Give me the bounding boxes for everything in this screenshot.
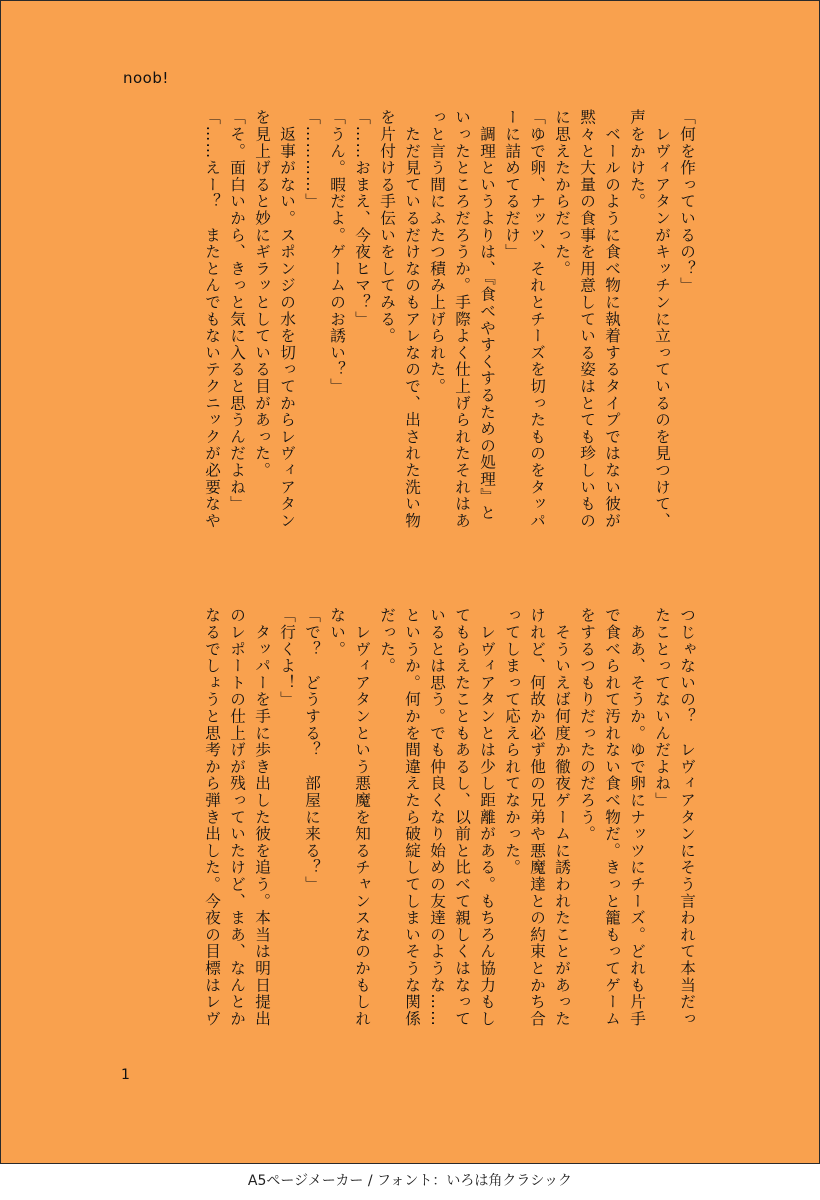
text-line: なるでしょうと思考から弾き出した。今夜の目標はレヴ — [203, 607, 221, 1027]
upper-text-column — [119, 109, 699, 561]
text-line: ない。 — [328, 607, 346, 658]
text-line: だった。 — [378, 607, 396, 675]
text-line: を見上げると妙にギラッとしている目があった。 — [253, 109, 271, 479]
text-line: 「…………」 — [303, 109, 321, 210]
text-line: 「うん。暇だよ。ゲームのお誘い？」 — [328, 109, 346, 395]
page-number: 1 — [121, 1067, 130, 1083]
text-line: 「……おまえ、今夜ヒマ？」 — [353, 109, 371, 328]
text-line: ってしまって応えられてなかった。 — [503, 607, 521, 876]
text-line: レヴィアタンとは少し距離がある。もちろん協力もし — [478, 607, 496, 1027]
text-line: 「何を作っているの？」 — [678, 109, 696, 294]
text-line: をするつもりだったのだろう。 — [578, 607, 596, 843]
text-line: のレポートの仕上げが残っていたけど、まあ、なんとか — [228, 607, 246, 1027]
text-line: ベールのように食べ物に執着するタイプではない彼が — [603, 109, 621, 529]
text-line: てもらえたこともあるし、以前と比べて親しくはなって — [453, 607, 471, 1027]
text-line: を片付ける手伝いをしてみる。 — [378, 109, 396, 345]
text-line: で食べられて汚れない食べ物だ。きっと籠もってゲーム — [603, 607, 621, 1027]
text-line: レヴィアタンがキッチンに立っているのを見つけて、 — [653, 109, 671, 529]
text-line: けれど、何故か必ず他の兄弟や悪魔達との約束とかち合 — [528, 607, 546, 1027]
text-line: 声をかけた。 — [628, 109, 646, 210]
text-line: たことってないんだよね」 — [653, 607, 671, 809]
lower-text-column — [119, 607, 699, 1057]
text-line: いるとは思う。でも仲良くなり始めの友達のような…… — [428, 607, 446, 1027]
text-line: レヴィアタンという悪魔を知るチャンスなのかもしれ — [353, 607, 371, 1027]
text-line: っと言う間にふたつ積み上げられた。 — [428, 109, 446, 395]
text-line: というか。何かを間違えたら破綻してしまいそうな関係 — [403, 607, 421, 1027]
text-line: 「そ。面白いから、きっと気に入ると思うんだよね」 — [228, 109, 246, 513]
text-line: 「行くよ！」 — [278, 607, 296, 708]
text-line: 「で？ どうする？ 部屋に来る？」 — [303, 607, 321, 893]
header-label: noob! — [123, 69, 169, 87]
text-line: 返事がない。スポンジの水を切ってからレヴィアタン — [278, 109, 296, 529]
text-line: ーに詰めてるだけ」 — [503, 109, 521, 261]
text-line: いったところだろうか。手際よく仕上げられたそれはあ — [453, 109, 471, 529]
text-line: 黙々と大量の食事を用意している姿はとても珍しいもの — [578, 109, 596, 529]
text-line: そういえば何度か徹夜ゲームに誘われたことがあった — [553, 607, 571, 1027]
text-line: 調理というよりは、『食べやすくするための処理』と — [478, 109, 496, 522]
text-line: ただ見ているだけなのもアレなので、出された洗い物 — [403, 109, 421, 529]
text-line: 「ゆで卵、ナッツ、それとチーズを切ったものをタッパ — [528, 109, 546, 529]
text-line: ああ、そうか。ゆで卵にナッツにチーズ。どれも片手 — [628, 607, 646, 1027]
footer-credit: A5ページメーカー / フォント：いろは角クラシック — [247, 1173, 573, 1189]
text-line: に思えたからだった。 — [553, 109, 571, 277]
text-line: つじゃないの？ レヴィアタンにそう言われて本当だっ — [678, 607, 696, 1027]
text-line: 「……えー？ またとんでもないテクニックが必要なや — [203, 109, 221, 529]
text-line: タッパーを手に歩き出した彼を追う。本当は明日提出 — [253, 607, 271, 1027]
